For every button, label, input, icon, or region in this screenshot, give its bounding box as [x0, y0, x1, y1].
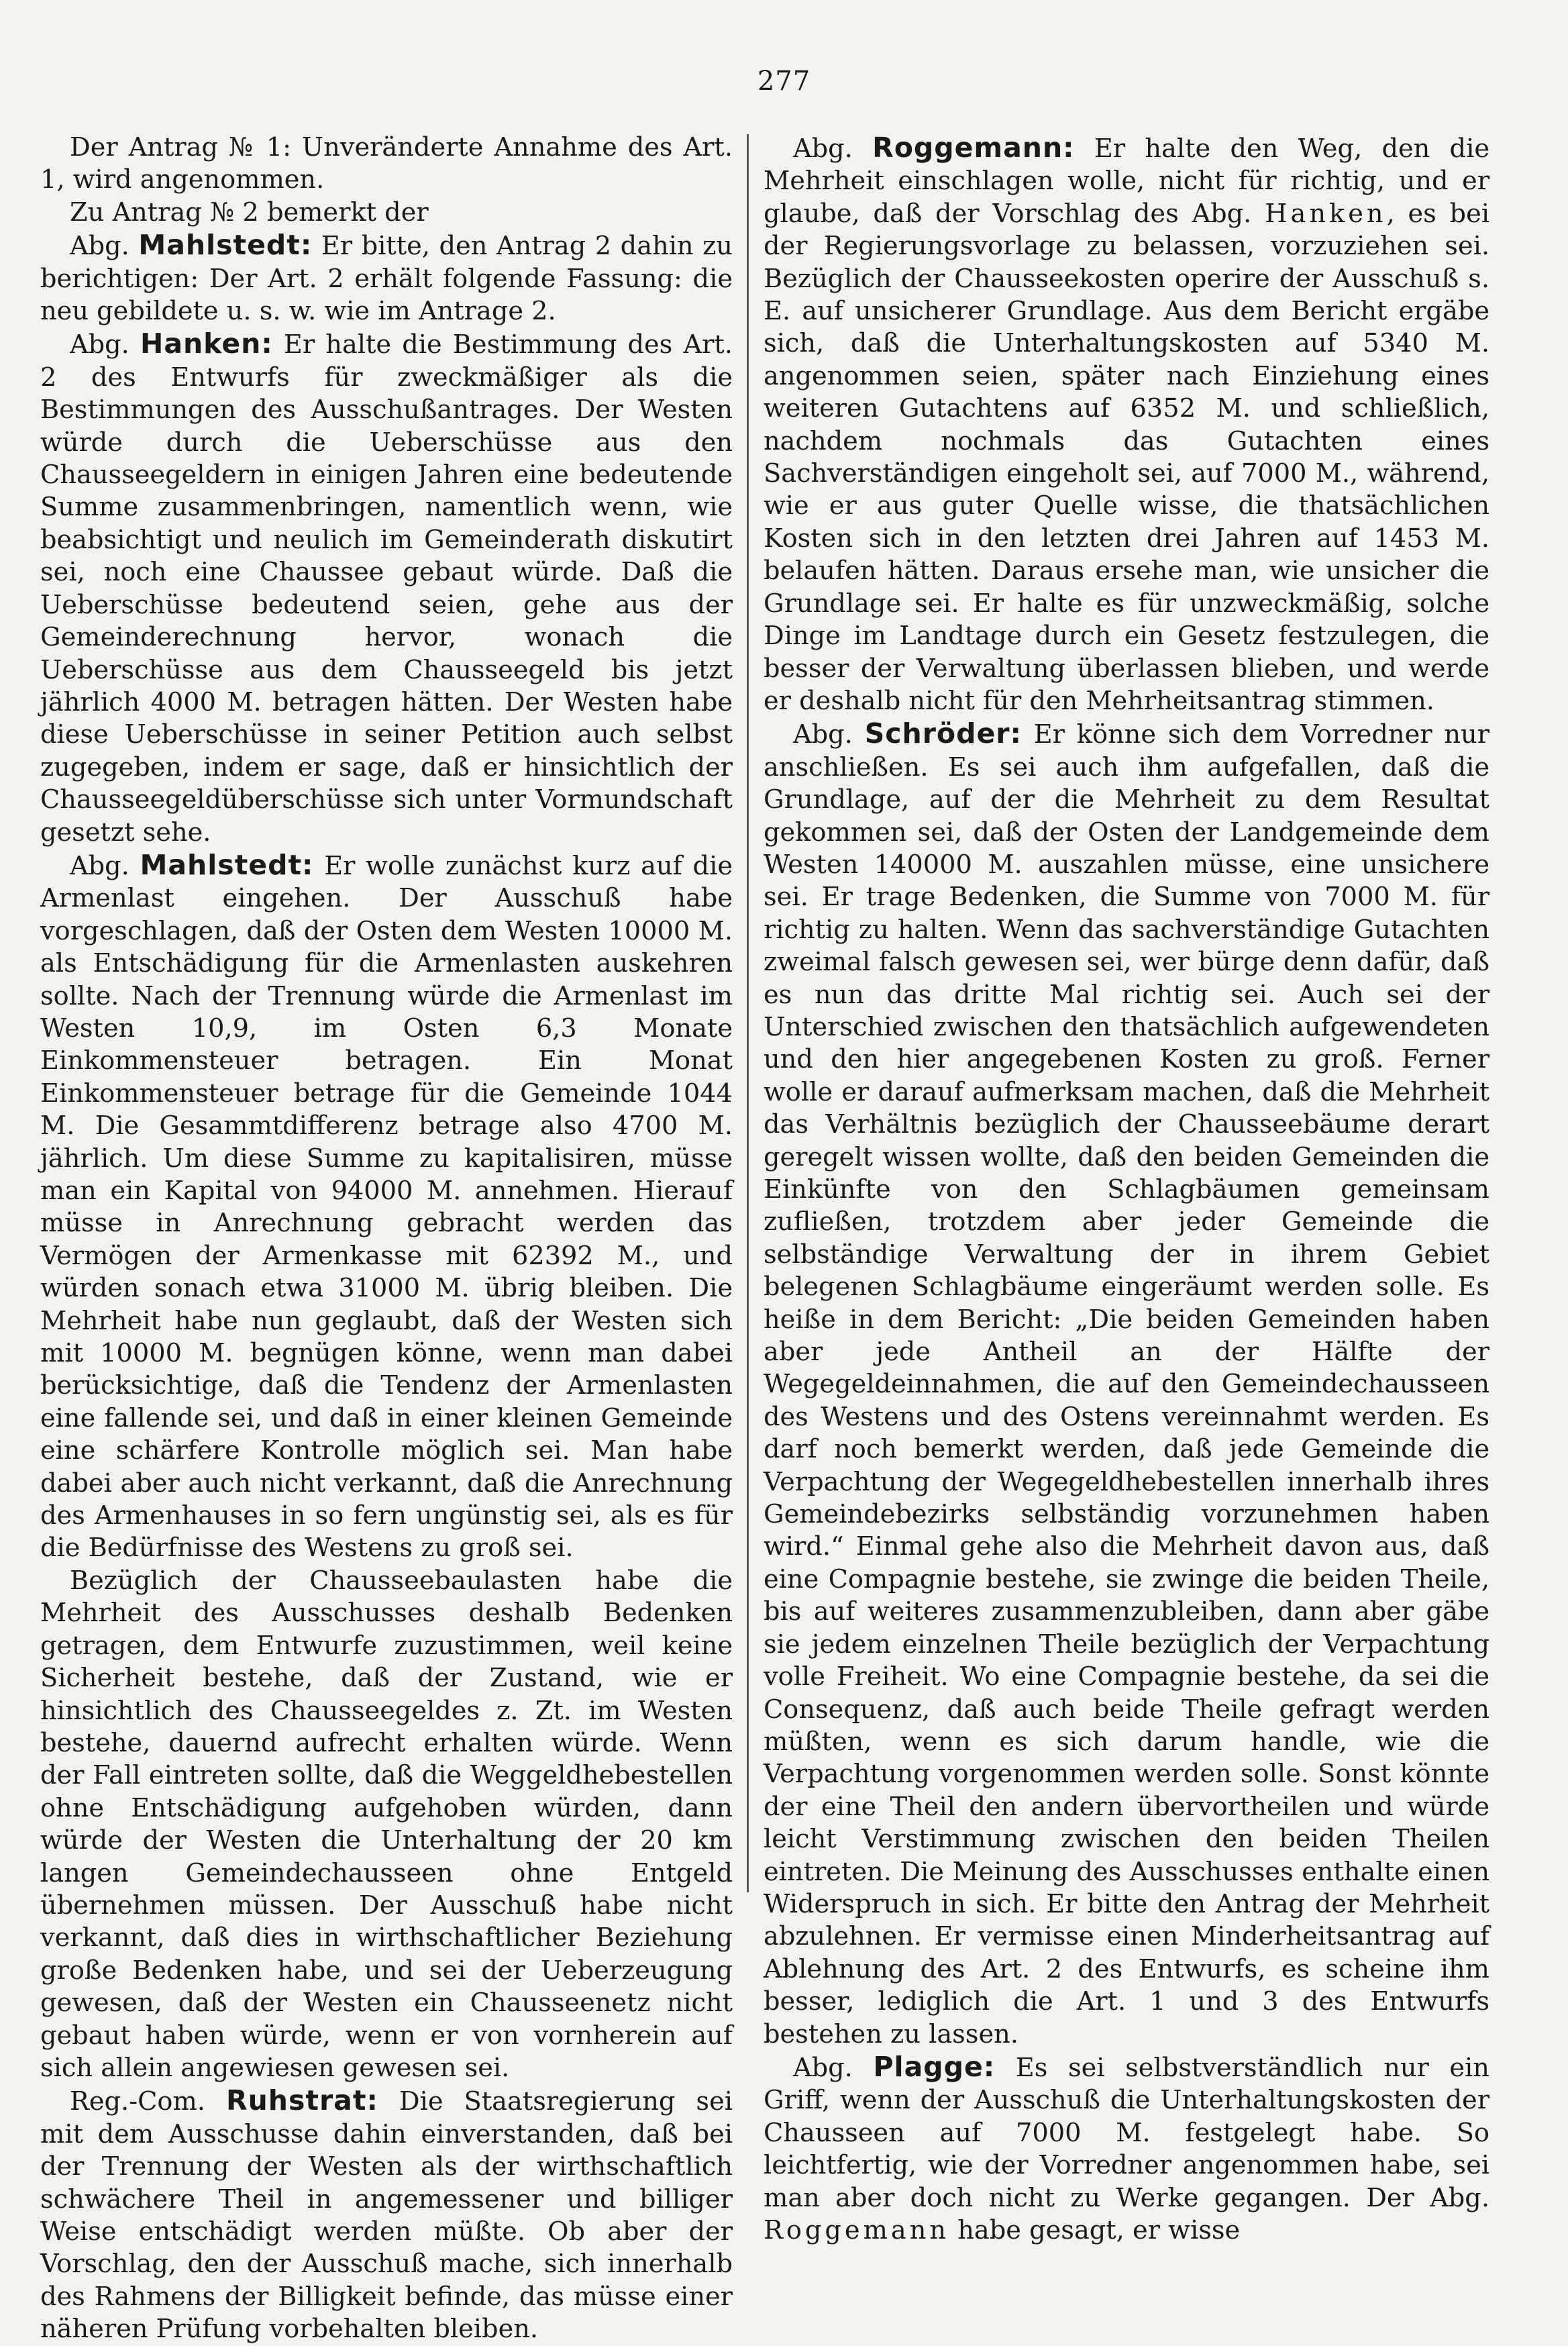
paragraph-roggemann: [764, 132, 1489, 717]
paragraph-antrag-2-intro: [40, 197, 733, 229]
column-divider: [747, 134, 749, 1892]
paragraph-text: Er wolle zunächst kurz auf die Armenlast eingehen. Der Ausschuß habe vorgeschlagen, daß der Osten dem Westen 10000 M. als Entschädigung für die Armenlasten auskehren sollte. Nach der Trennung würde die Armenlast im Westen 10,9, im Osten 6,3 Monate Einkommensteuer betragen. Ein Monat Einkommensteuer betrage für die Gemeinde 1044 M. Die Gesammtdifferenz betrage also 4700 M. jährlich. Um diese Summe zu kapitalisiren, müsse man ein Kapital von 94000 M. annehmen. Hierauf müsse in Anrechnung gebracht werden das Vermögen der Armenkasse mit 62392 M., und würden sonach etwa 31000 M. übrig bleiben. Die Mehrheit habe nun geglaubt, daß der Westen sich mit 10000 M. begnügen könne, wenn man dabei berücksichtige, daß die Tendenz der Armenlasten eine fallende sei, und daß in einer kleinen Gemeinde eine schärfere Kontrolle möglich sei. Man habe dabei aber auch nicht verkannt, daß die Anrechnung des Armenhauses in so fern ungünstig sei, als es für die Bedürfnisse des Westens zu groß sei.: [40, 850, 733, 1564]
speaker-prefix: Abg.: [70, 850, 129, 881]
paragraph-text: Die Staatsregierung sei mit dem Ausschusse dahin einverstanden, daß bei der Trennung der Westen als der wirthschaftlich schwächere Theil in angemessener und billiger Weise entschädigt werden müßte. Ob aber der Vorschlag, den der Ausschuß mache, sich innerhalb des Rahmens der Billigkeit befinde, das müsse einer näheren Prüfung vorbehalten bleiben.: [40, 2086, 733, 2345]
paragraph-text: Er könne sich dem Vorredner nur anschließen. Es sei auch ihm aufgefallen, daß die Grundlage, auf der die Mehrheit zu dem Resultat gekommen sei, daß der Osten der Landgemeinde dem Westen 140000 M. auszahlen müsse, eine unsichere sei. Er trage Bedenken, die Summe von 7000 M. für richtig zu halten. Wenn das sachverständige Gutachten zweimal falsch gewesen sei, wer bürge denn dafür, daß es nun das dritte Mal richtig sei. Auch sei der Unterschied zwischen den thatsächlich aufgewendeten und den hier angegebenen Kosten zu groß. Ferner wolle er darauf aufmerksam machen, daß die Mehrheit das Verhältnis bezüglich der Chausseebäume derart geregelt wissen wollte, daß den beiden Gemeinden die Einkünfte von den Schlagbäumen gemeinsam zufließen, trotzdem aber jeder Gemeinde die selbständige Verwaltung der in ihrem Gebiet belegenen Schlagbäume eingeräumt werden solle. Es heiße in dem Bericht: „Die beiden Gemeinden haben aber jede Antheil an der Hälfte der Wegegeldeinnahmen, die auf den Gemeindechausseen des Westens und des Ostens vereinnahmt werden. Es darf noch bemerkt werden, daß jede Gemeinde die Verpachtung der Wegegeldhebestellen innerhalb ihres Gemeindebezirks selbständig vorzunehmen haben wird.“ Einmal gehe also die Mehrheit davon aus, daß eine Compagnie bestehe, sie zwinge die beiden Theile, bis auf weiteres zusammenzubleiben, dann aber gäbe sie jedem einzelnen Theile bezüglich der Verpachtung volle Freiheit. Wo eine Compagnie bestehe, da sei die Consequenz, daß auch beide Theile gefragt werden müßten, wenn es sich darum handle, wie die Verpachtung vorgenommen werden solle. Sonst könnte der eine Theil den andern übervortheilen und würde leicht Verstimmung zwischen den beiden Theilen eintreten. Die Meinung des Ausschusses enthalte einen Widerspruch in sich. Er bitte den Antrag der Mehrheit abzulehnen. Er vermisse einen Minderheitsantrag auf Ablehnung des Art. 2 des Entwurfs, es scheine ihm besser, lediglich die Art. 1 und 3 des Entwurfs bestehen zu lassen.: [764, 719, 1489, 2049]
speaker-prefix: Abg.: [793, 719, 853, 750]
paragraph-text: Bezüglich der Chausseebaulasten habe die Mehrheit des Ausschusses deshalb Bedenken getragen, dem Entwurfe zuzustimmen, weil keine Sicherheit bestehe, daß der Zustand, wie er hinsichtlich des Chausseegeldes z. Zt. im Westen bestehe, dauernd aufrecht erhalten würde. Wenn der Fall eintreten sollte, daß die Weggeldhebestellen ohne Entschädigung aufgehoben würden, dann würde der Westen die Unterhaltung der 20 km langen Gemeindechausseen ohne Entgeld übernehmen müssen. Der Ausschuß habe nicht verkannt, daß dies in wirthschaftlicher Beziehung große Bedenken habe, und sei der Ueberzeugung gewesen, daß der Westen ein Chausseenetz nicht gebaut haben würde, wenn er von vornherein auf sich allein angewiesen gewesen sei.: [40, 1565, 733, 2083]
speaker-name: Ruhstrat:: [226, 2084, 378, 2117]
left-column: [40, 132, 733, 2345]
paragraph-chausseebaulasten: [40, 1565, 733, 2085]
speaker-name: Plagge:: [873, 2050, 996, 2083]
speaker-name: Mahlstedt:: [140, 848, 314, 881]
right-column: [764, 132, 1489, 2245]
paragraph-text: habe gesagt, er wisse: [957, 2215, 1241, 2245]
paragraph-text: , es bei der Regierungsvorlage zu belassen, vorzuziehen sei. Bezüglich der Chausseekosten operire der Ausschuß s. E. auf unsicherer Grundlage. Aus dem Bericht ergäbe sich, daß die Unterhaltungskosten auf 5340 M. angenommen seien, später nach Einziehung eines weiteren Gutachtens auf 6352 M. und schließlich, nachdem nochmals das Gutachten eines Sachverständigen eingeholt sei, auf 7000 M., während, wie er aus guter Quelle wisse, die thatsächlichen Kosten sich in den letzten drei Jahren auf 1453 M. belaufen hätten. Daraus ersehe man, wie unsicher die Grundlage sei. Er halte es für unzweckmäßig, solche Dinge im Landtage durch ein Gesetz festzulegen, die besser der Verwaltung überlassen blieben, und werde er deshalb nicht für den Mehrheitsantrag stimmen.: [764, 198, 1489, 716]
speaker-name: Roggemann:: [872, 132, 1075, 164]
paragraph-mahlstedt-1: [40, 229, 733, 327]
paragraph-text: Er bitte, den Antrag 2 dahin zu berichtigen: Der Art. 2 erhält folgende Fassung: die neu gebildete u. s. w. wie im Antrage 2.: [40, 231, 733, 327]
paragraph-text: Der Antrag № 1: Unveränderte Annahme des Art. 1, wird angenommen.: [40, 132, 733, 195]
paragraph-schroeder: [764, 717, 1489, 2051]
speaker-name: Schröder:: [864, 717, 1022, 750]
paragraph-mahlstedt-2: [40, 849, 733, 1565]
paragraph-plagge: [764, 2051, 1489, 2247]
spaced-name: Roggemann: [764, 2215, 950, 2245]
paragraph-ruhstrat: [40, 2084, 733, 2345]
paragraph-text: Er halte den Weg, den die Mehrheit einschlagen wolle, nicht für richtig, und er glaube, daß der Vorschlag des Abg.: [764, 134, 1489, 229]
paragraph-text: Er halte die Bestimmung des Art. 2 des Entwurfs für zweckmäßiger als die Bestimmungen des Ausschußantrages. Der Westen würde durch die Ueberschüsse aus den Chausseegeldern in einigen Jahren eine bedeutende Summe zusammenbringen, namentlich wenn, wie beabsichtigt und neulich im Gemeinderath diskutirt sei, noch eine Chaussee gebaut würde. Daß die Ueberschüsse bedeutend seien, gehe aus der Gemeinderechnung hervor, wonach die Ueberschüsse aus dem Chausseegeld bis jetzt jährlich 4000 M. betragen hätten. Der Westen habe diese Ueberschüsse in seiner Petition auch selbst zugegeben, indem er sage, daß er hinsichtlich der Chausseegeldüberschüsse sich unter Vormundschaft gesetzt sehe.: [40, 329, 733, 848]
speaker-prefix: Abg.: [793, 2052, 853, 2083]
paragraph-antrag-1: [40, 132, 733, 197]
speaker-prefix: Abg.: [793, 134, 853, 164]
speaker-prefix: Abg.: [70, 329, 129, 360]
paragraph-hanken: [40, 327, 733, 849]
paragraph-text: Es sei selbstverständlich nur ein Griff, wenn der Ausschuß die Unterhaltungskosten der Chausseen auf 7000 M. festgelegt habe. So leichtfertig, wie der Vorredner angenommen habe, sei man aber doch nicht zu Werke gegangen. Der Abg.: [764, 2052, 1489, 2213]
speaker-name: Hanken:: [140, 327, 273, 360]
speaker-name: Mahlstedt:: [138, 229, 313, 262]
speaker-prefix: Abg.: [70, 231, 129, 262]
speaker-prefix: Reg.-Com.: [70, 2086, 205, 2117]
spaced-name: Hanken: [1265, 198, 1387, 229]
page-number: 277: [757, 66, 811, 97]
paragraph-text: Zu Antrag № 2 bemerkt der: [70, 197, 429, 227]
